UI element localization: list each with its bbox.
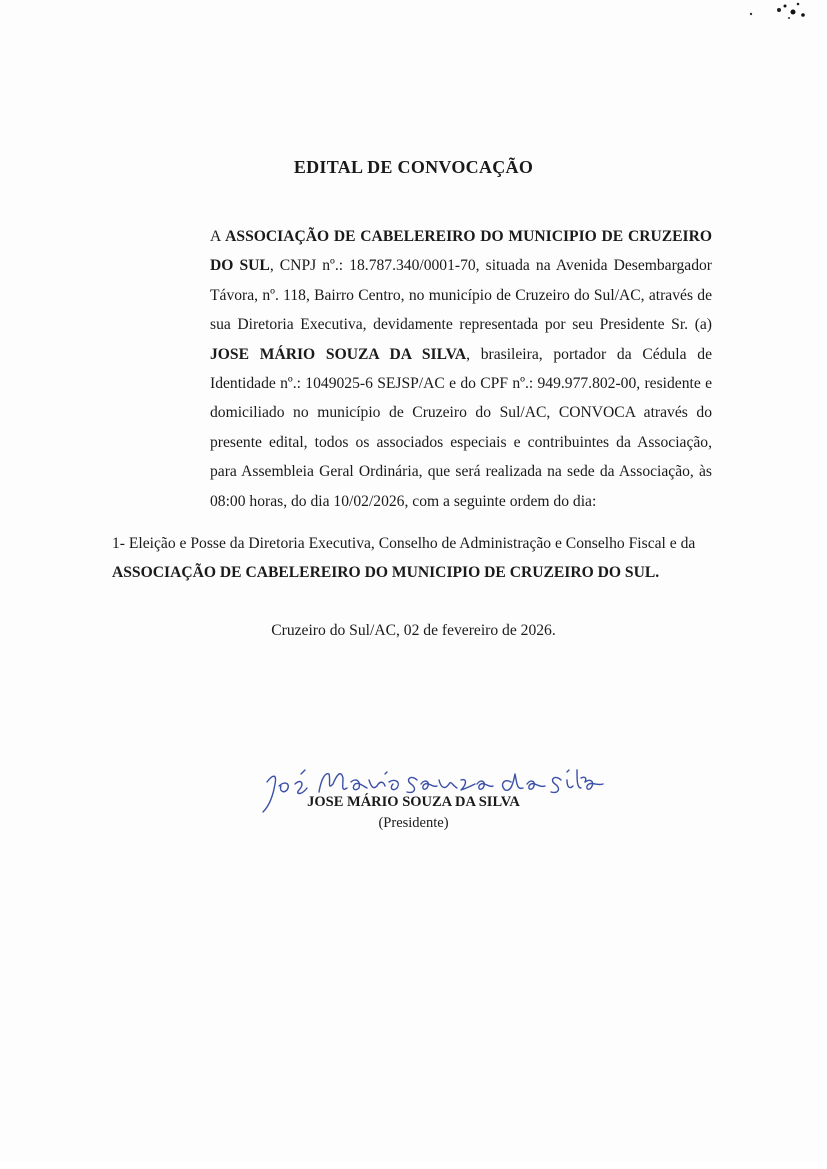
paragraph-text-1: , CNPJ nº.: 18.787.340/0001-70, situada na Avenida Desembargador Távora, nº. 118, Bairro Centro, no município de Cruzeiro do Sul/AC, através de sua Diretoria Executiva, devidamente representada por seu Presidente Sr. (a) bbox=[210, 257, 713, 334]
agenda-item-text: 1- Eleição e Posse da Diretoria Executiva, Conselho de Administração e Conselho Fiscal e da bbox=[112, 535, 696, 552]
signatory-role: (Presidente) bbox=[378, 815, 449, 831]
agenda-item bbox=[112, 529, 722, 588]
scan-speck-marks bbox=[743, 0, 813, 30]
president-name: JOSE MÁRIO SOUZA DA SILVA bbox=[210, 345, 467, 363]
place-date: Cruzeiro do Sul/AC, 02 de fevereiro de 2026. bbox=[271, 622, 556, 639]
page-title: EDITAL DE CONVOCAÇÃO bbox=[293, 157, 534, 177]
paragraph-text-2: , brasileira, portador da Cédula de Identidade nº.: 1049025-6 SEJSP/AC e do CPF nº.: 949.977.802-00, residente e domiciliado no município de Cruzeiro do Sul/AC, CONVOCA através do presente edital, todos os associados especiais e contribuintes da Associação, para Assembleia Geral Ordinária, que será realizada na sede da Associação, às 08:00 horas, do dia 10/02/2026, com a seguinte ordem do dia: bbox=[210, 345, 713, 510]
association-name: ASSOCIAÇÃO DE CABELEREIRO DO MUNICIPIO DE CRUZEIRO DO SUL bbox=[210, 228, 712, 275]
signatory-name: JOSE MÁRIO SOUZA DA SILVA bbox=[307, 794, 520, 810]
page-bottom-edge bbox=[0, 1162, 827, 1169]
paragraph-lead: A bbox=[210, 228, 226, 245]
convocation-paragraph bbox=[112, 222, 712, 516]
agenda-association-name: ASSOCIAÇÃO DE CABELEREIRO DO MUNICIPIO DE CRUZEIRO DO SUL. bbox=[112, 564, 660, 582]
